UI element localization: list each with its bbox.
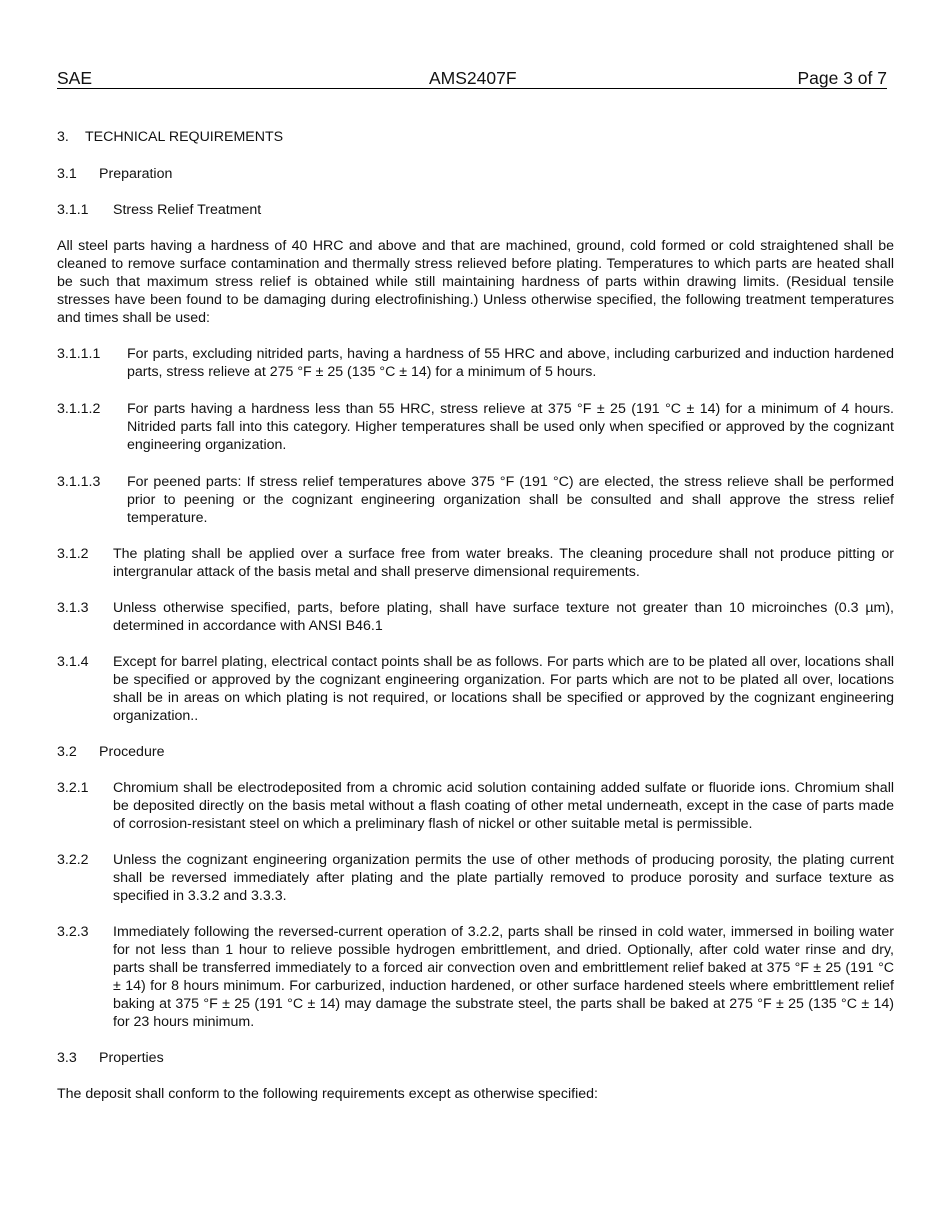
item-number: 3.2.1 [57,780,89,796]
item-number: 3.2.2 [57,852,89,868]
item-number: 3.1.1.1 [57,346,101,362]
body-paragraph: The deposit shall conform to the following requirements except as otherwise specified: [57,1086,598,1102]
item-text: Chromium shall be electrodeposited from a chromic acid solution containing added sulfate or fluoride ions. Chromium shall be deposited directly on the basis metal without a flash coating of other metal underneath, except in the case of parts made of corrosion-resistant steel on which a preliminary flash of nickel or other suitable metal is permissible. [113,780,894,832]
section-number: 3.3 [57,1050,77,1066]
section-number: 3.1.1 [57,202,89,218]
item-text: For parts having a hardness less than 55 HRC, stress relieve at 375 °F ± 25 (191 °C ± 14) for a minimum of 4 hours. Nitrided parts fall into this category. Higher temperatures shall be used only when specified or approved by the cognizant engineering organization. [127,401,894,453]
item-text: Immediately following the reversed-current operation of 3.2.2, parts shall be rinsed in cold water, immersed in boiling water for not less than 1 hour to relieve possible hydrogen embrittlement, and dried. Optionally, after cold water rinse and dry, parts shall be transferred immediately to a forced air convection oven and embrittlement relief baked at 375 °F ± 25 (191 °C ± 14) for 8 hours minimum. For carburized, induction hardened, or other surface hardened steels where embrittlement relief baking at 375 °F ± 25 (191 °C ± 14) may damage the substrate steel, the parts shall be baked at 275 °F ± 25 (135 °C ± 14) for 23 hours minimum. [113,924,894,1030]
item-number: 3.1.4 [57,654,89,670]
section-number: 3.1 [57,166,77,182]
item-text: Unless the cognizant engineering organization permits the use of other methods of producing porosity, the plating current shall be reversed immediately after plating and the plate partially removed to produce porosity and surface texture as specified in 3.3.2 and 3.3.3. [113,852,894,904]
section-heading [57,201,894,219]
section-title: Preparation [99,166,173,182]
section-title: Stress Relief Treatment [113,202,262,218]
section-title: TECHNICAL REQUIREMENTS [85,129,284,145]
item-number: 3.1.2 [57,546,89,562]
item-text: Unless otherwise specified, parts, before plating, shall have surface texture not greater than 10 microinches (0.3 µm), determined in accordance with ANSI B46.1 [113,600,894,634]
section-number: 3.2 [57,744,77,760]
section-title: Procedure [99,744,165,760]
item-number: 3.1.3 [57,600,89,616]
numbered-item [57,473,894,527]
header-page-number: Page 3 of 7 [797,68,887,88]
section-heading [57,165,894,183]
item-text: For peened parts: If stress relief temperatures above 375 °F (191 °C) are elected, the stress relieve shall be performed prior to peening or the cognizant engineering organization shall be consulted and shall approve the stress relief temperature. [127,474,894,526]
body-paragraph: All steel parts having a hardness of 40 HRC and above and that are machined, ground, cold formed or cold straightened shall be cleaned to remove surface contamination and thermally stress relieved before plating. Temperatures to which parts are heated shall be such that maximum stress relief is obtained while still maintaining hardness of parts within drawing limits. (Residual tensile stresses have been found to be damaging during electrofinishing.) Unless otherwise specified, the following treatment temperatures and times shall be used: [57,238,894,326]
item-number: 3.1.1.3 [57,474,101,490]
numbered-item [57,923,894,1031]
item-text: Except for barrel plating, electrical contact points shall be as follows. For parts which are to be plated all over, locations shall be specified or approved by the cognizant engineering organization. For parts which are not to be plated all over, locations shall be in areas on which plating is not required, or locations shall be specified or approved by the cognizant engineering organization.. [113,654,894,724]
section-heading [57,1049,894,1067]
section-heading [57,128,894,146]
section-number: 3. [57,129,69,145]
section-heading [57,743,894,761]
page-header [57,68,887,89]
item-text: For parts, excluding nitrided parts, having a hardness of 55 HRC and above, including carburized and induction hardened parts, stress relieve at 275 °F ± 25 (135 °C ± 14) for a minimum of 5 hours. [127,346,894,380]
numbered-item [57,779,894,833]
section-title: Properties [99,1050,164,1066]
numbered-item [57,345,894,381]
numbered-item [57,653,894,725]
numbered-item [57,545,894,581]
numbered-item [57,400,894,454]
item-number: 3.2.3 [57,924,89,940]
header-organization: SAE [57,68,93,88]
item-text: The plating shall be applied over a surface free from water breaks. The cleaning procedure shall not produce pitting or intergranular attack of the basis metal and shall preserve dimensional requirements. [113,546,894,580]
header-document-id: AMS2407F [429,68,517,88]
item-number: 3.1.1.2 [57,401,101,417]
numbered-item [57,599,894,635]
document-body [57,128,894,1103]
numbered-item [57,851,894,905]
